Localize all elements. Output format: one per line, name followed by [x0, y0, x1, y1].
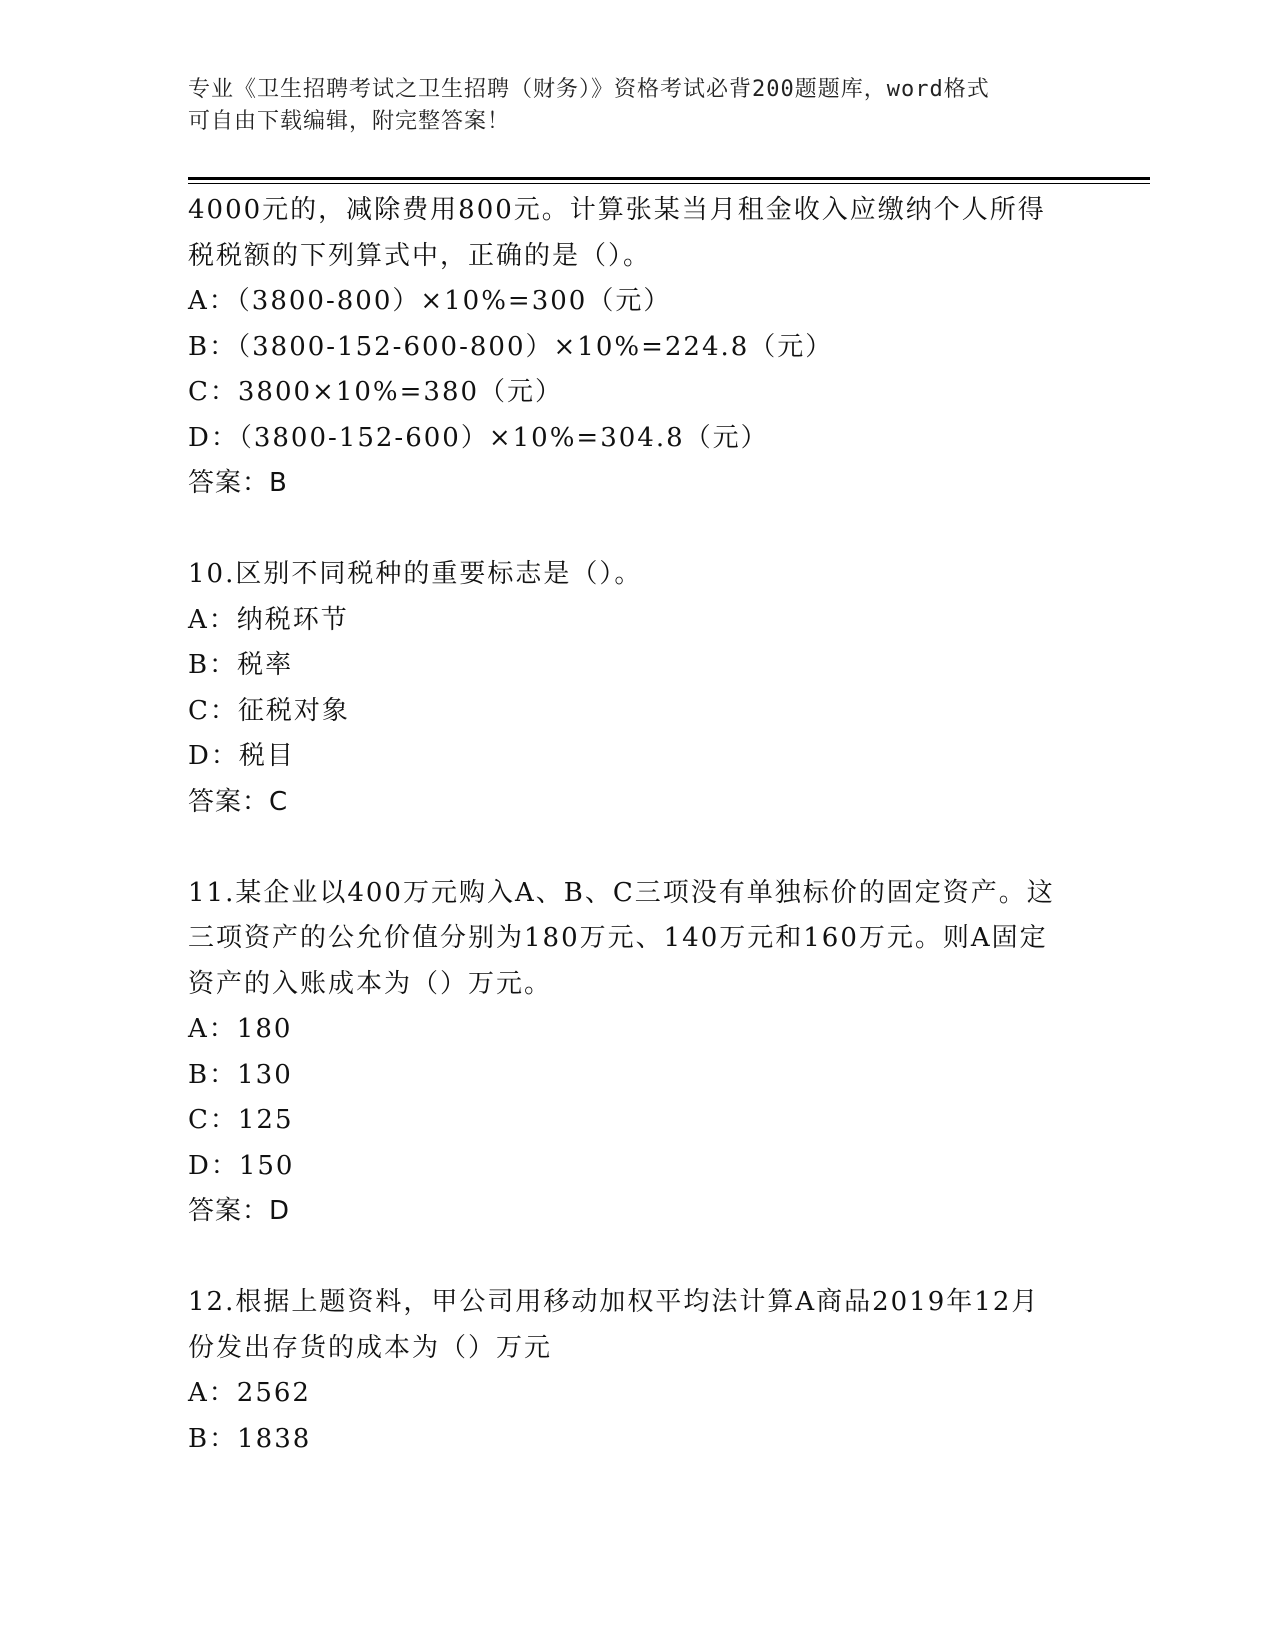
option-c: C：征税对象 [188, 695, 350, 726]
question-12 [188, 1280, 1088, 1462]
question-10 [188, 552, 1088, 825]
question-stem-line: 10.区别不同税种的重要标志是（）。 [188, 559, 643, 589]
question-11 [188, 871, 1088, 1235]
option-b: B：税率 [188, 650, 294, 680]
option-b: B：1838 [188, 1423, 312, 1454]
option-b: B：（3800-152-600-800）×10%=224.8（元） [188, 331, 834, 362]
question-stem-line: 4000元的，减除费用800元。计算张某当月租金收入应缴纳个人所得 [188, 195, 1046, 225]
option-a: A：（3800-800）×10%=300（元） [188, 286, 672, 316]
header-line-2: 可自由下载编辑，附完整答案！ [188, 109, 511, 134]
answer-line: 答案：D [188, 1196, 291, 1226]
option-c: C：125 [188, 1105, 294, 1135]
document-header [188, 74, 1068, 138]
header-divider-thick [188, 177, 1150, 180]
question-spacer [188, 825, 1088, 871]
question-stem-line: 资产的入账成本为（）万元。 [188, 968, 553, 999]
question-9 [188, 188, 1088, 507]
option-a: A：2562 [188, 1378, 311, 1408]
option-c: C：3800×10%=380（元） [188, 377, 564, 407]
header-divider-thin [188, 183, 1150, 184]
option-a: A：180 [188, 1014, 293, 1044]
question-stem-line: 11.某企业以400万元购入A、B、C三项没有单独标价的固定资产。这 [188, 877, 1055, 908]
question-stem-line: 税税额的下列算式中，正确的是（）。 [188, 240, 652, 271]
option-d: D：税目 [188, 741, 295, 771]
answer-line: 答案：C [188, 786, 289, 817]
question-stem-line: 12.根据上题资料，甲公司用移动加权平均法计算A商品2019年12月 [188, 1287, 1040, 1317]
question-stem-line: 份发出存货的成本为（）万元 [188, 1332, 553, 1363]
question-spacer [188, 1235, 1088, 1281]
option-a: A：纳税环节 [188, 604, 349, 635]
question-spacer [188, 507, 1088, 553]
answer-line: 答案：B [188, 468, 288, 498]
question-stem-line: 三项资产的公允价值分别为180万元、140万元和160万元。则A固定 [188, 923, 1048, 953]
question-list [188, 188, 1088, 1462]
header-line-1: 专业《卫生招聘考试之卫生招聘（财务）》资格考试必背200题题库，word格式 [188, 77, 990, 102]
option-b: B：130 [188, 1059, 293, 1090]
option-d: D：150 [188, 1150, 295, 1181]
option-d: D：（3800-152-600）×10%=304.8（元） [188, 422, 769, 453]
